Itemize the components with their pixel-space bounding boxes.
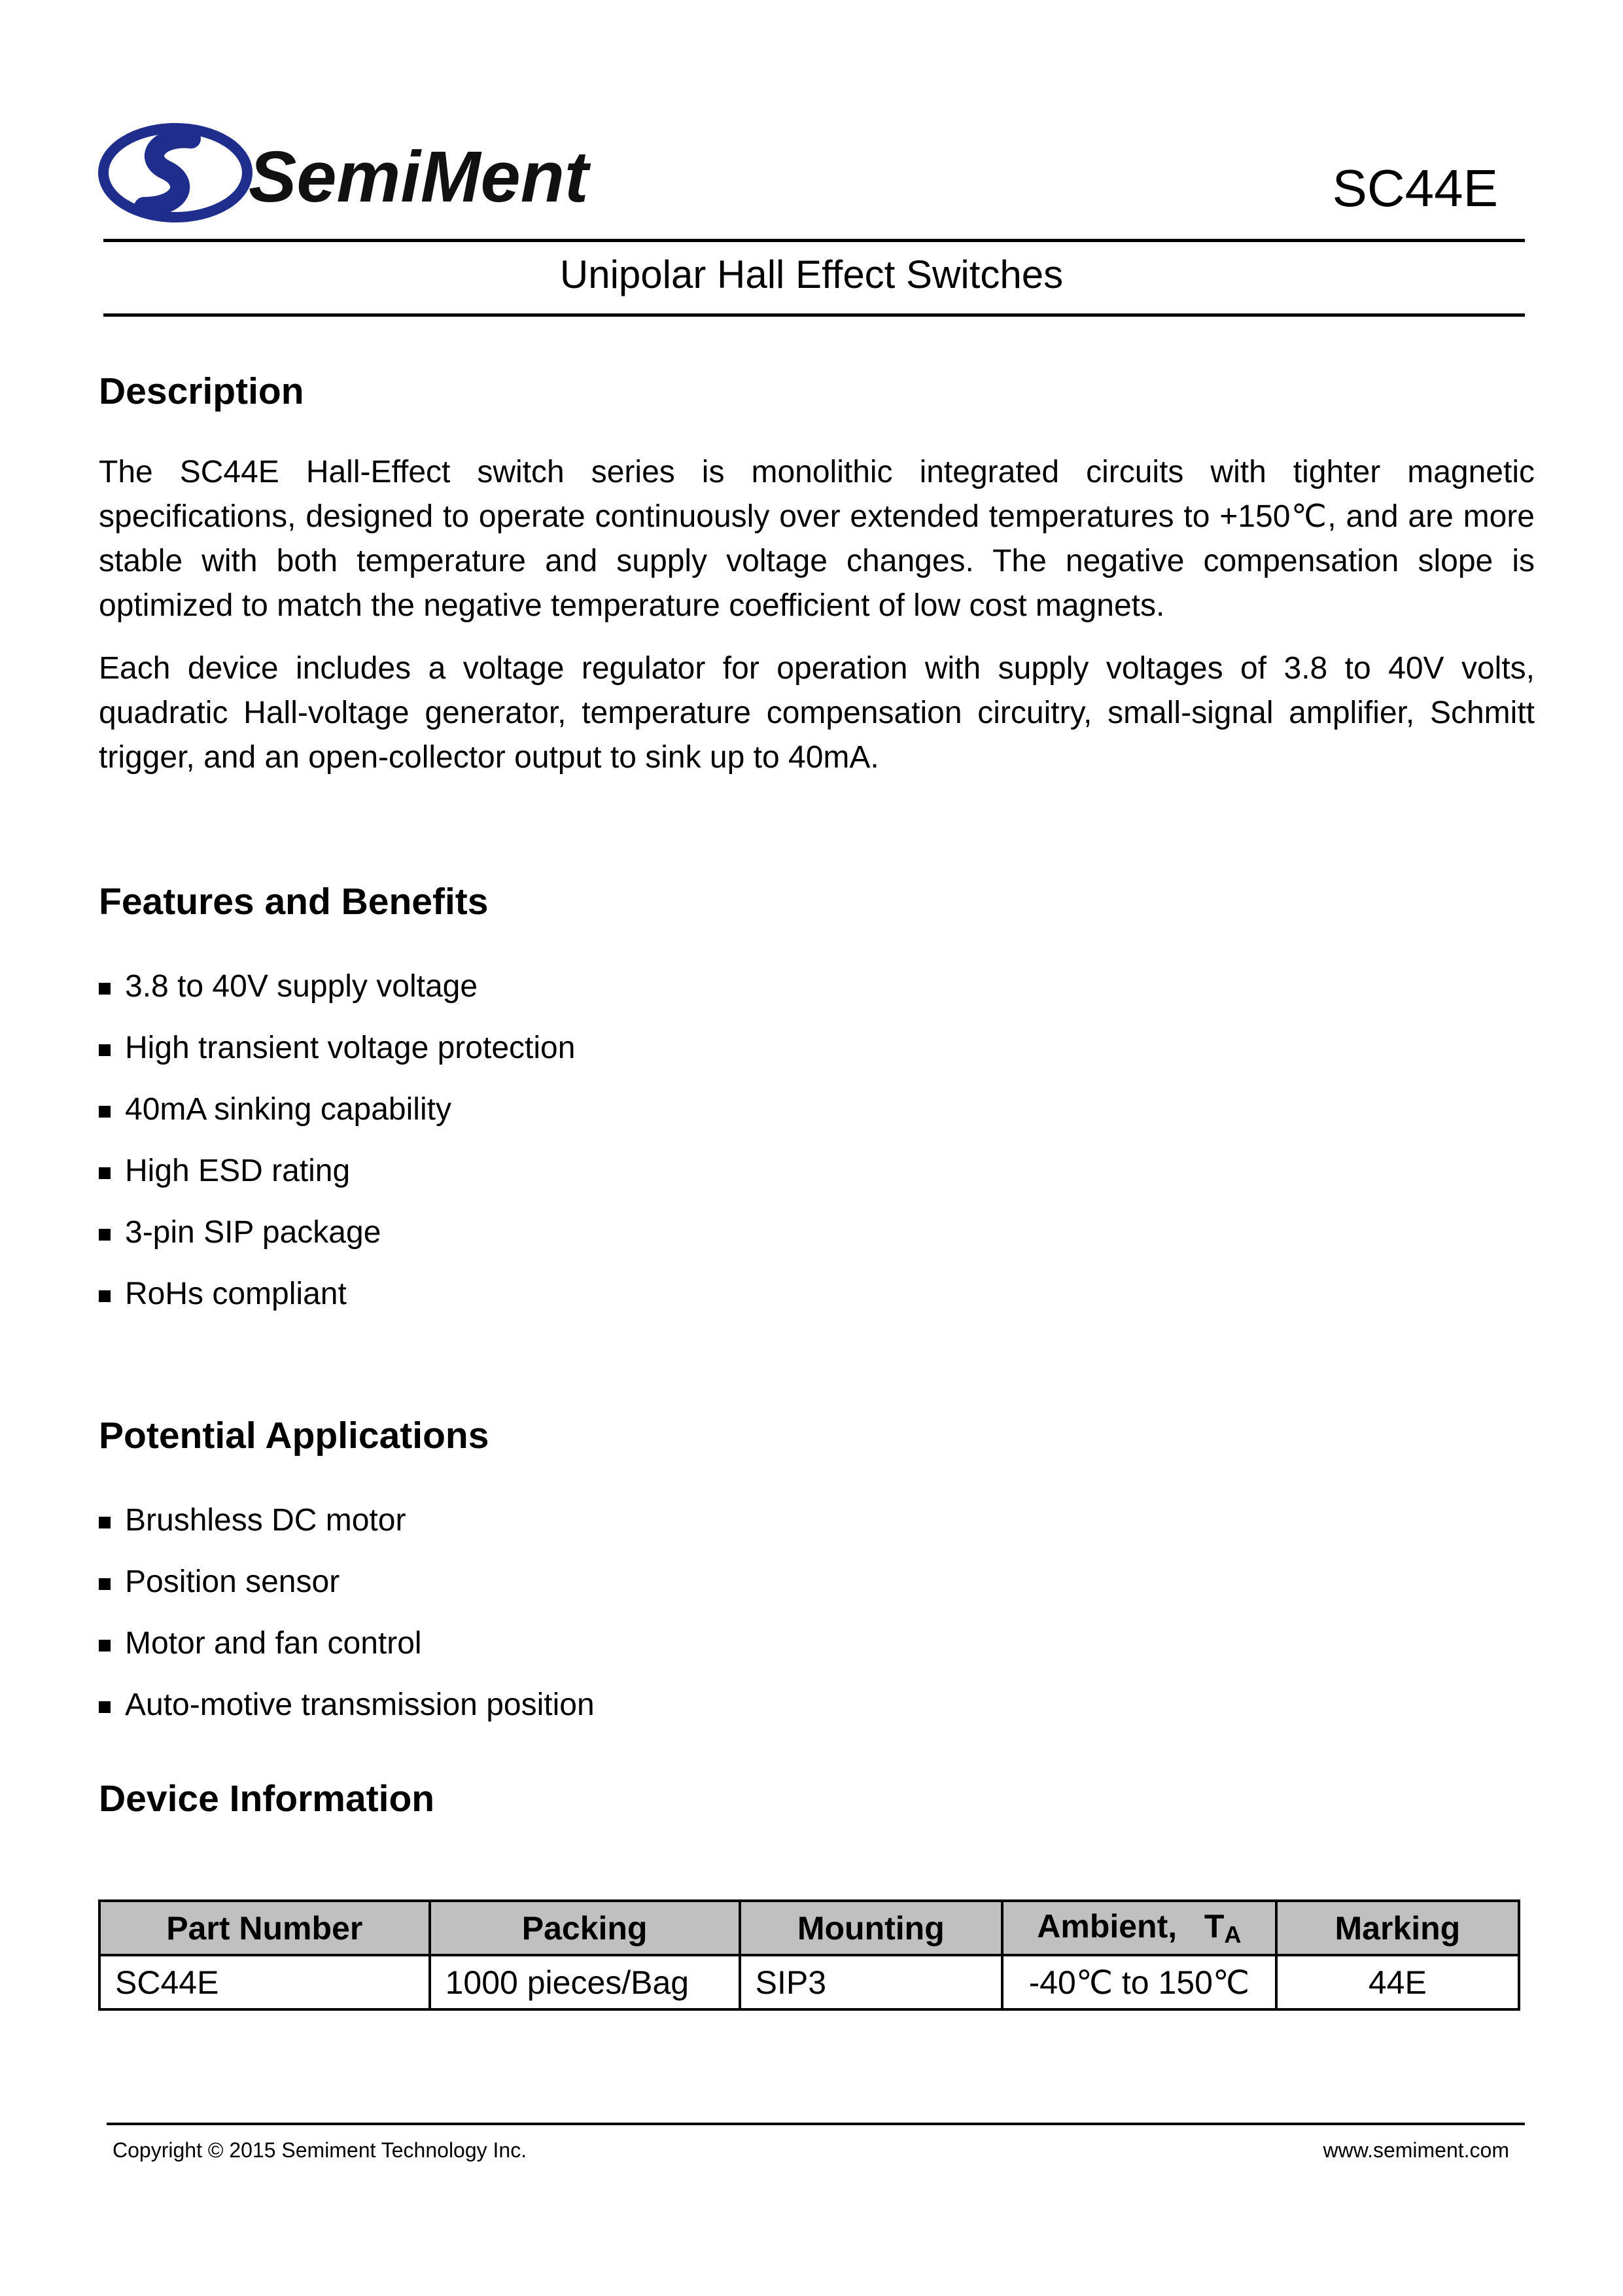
column-header-marking: Marking: [1276, 1901, 1519, 1955]
device-info-table: [98, 1899, 1520, 2011]
bullet-square-icon: [99, 1701, 111, 1713]
list-item: 3-pin SIP package: [99, 1217, 575, 1279]
bullet-square-icon: [99, 1106, 111, 1118]
cell-part-number: SC44E: [99, 1955, 430, 2009]
column-header-packing: Packing: [430, 1901, 740, 1955]
bullet-square-icon: [99, 1578, 111, 1590]
list-item: Brushless DC motor: [99, 1505, 595, 1566]
bullet-square-icon: [99, 1517, 111, 1528]
list-item: High ESD rating: [99, 1156, 575, 1217]
description-paragraph-2: Each device includes a voltage regulator for operation with supply voltages of 3.8 to 40V volts, quadratic Hall-voltage generator, temperature compensation circuitry, small-signal amplifier, Schmitt trigger, and an open-collector output to sink up to 40mA.: [99, 651, 1535, 775]
list-item: 40mA sinking capability: [99, 1094, 575, 1156]
footer-website-link[interactable]: www.semiment.com: [1323, 2138, 1509, 2162]
list-item: 3.8 to 40V supply voltage: [99, 971, 575, 1033]
semiment-logo: [98, 115, 595, 239]
bullet-square-icon: [99, 1229, 111, 1241]
list-item: Auto-motive transmission position: [99, 1689, 595, 1751]
bullet-square-icon: [99, 1640, 111, 1651]
logo-wordmark: SemiMent: [249, 137, 589, 217]
bullet-square-icon: [99, 1167, 111, 1179]
cell-marking: 44E: [1276, 1955, 1519, 2009]
applications-list: [99, 1505, 595, 1751]
description-heading: Description: [99, 370, 304, 412]
bullet-square-icon: [99, 1290, 111, 1302]
column-header-part-number: Part Number: [99, 1901, 430, 1955]
document-subtitle: Unipolar Hall Effect Switches: [559, 253, 1064, 296]
column-header-mounting: Mounting: [740, 1901, 1002, 1955]
cell-packing: 1000 pieces/Bag: [430, 1955, 740, 2009]
table-row: [99, 1955, 1519, 2009]
description-paragraph-1: The SC44E Hall-Effect switch series is monolithic integrated circuits with tighter magnetic specifications, designed to operate continuously over extended temperatures to +150℃, and are more stable with both temperature and supply voltage changes. The negative compensation slope is optimized to match the negative temperature coefficient of low cost magnets.: [99, 455, 1535, 623]
applications-heading: Potential Applications: [99, 1415, 489, 1457]
bullet-square-icon: [99, 1044, 111, 1056]
bullet-square-icon: [99, 983, 111, 995]
column-header-ambient: Ambient, $T_A$: [1002, 1901, 1276, 1955]
cell-ambient: -40℃ to 150℃: [1002, 1955, 1276, 2009]
features-heading: Features and Benefits: [99, 881, 489, 923]
list-item: Motor and fan control: [99, 1628, 595, 1689]
header-rule-bottom: [103, 313, 1525, 317]
list-item: High transient voltage protection: [99, 1033, 575, 1094]
device-info-heading: Device Information: [99, 1778, 435, 1820]
features-list: [99, 971, 575, 1340]
footer-rule: [107, 2123, 1525, 2125]
table-header-row: [99, 1901, 1519, 1955]
part-number-title: SC44E: [1332, 159, 1498, 217]
footer-copyright: Copyright © 2015 Semiment Technology Inc.: [113, 2138, 527, 2162]
cell-mounting: SIP3: [740, 1955, 1002, 2009]
list-item: RoHs compliant: [99, 1279, 575, 1340]
list-item: Position sensor: [99, 1566, 595, 1628]
header-rule-top: [103, 239, 1525, 242]
